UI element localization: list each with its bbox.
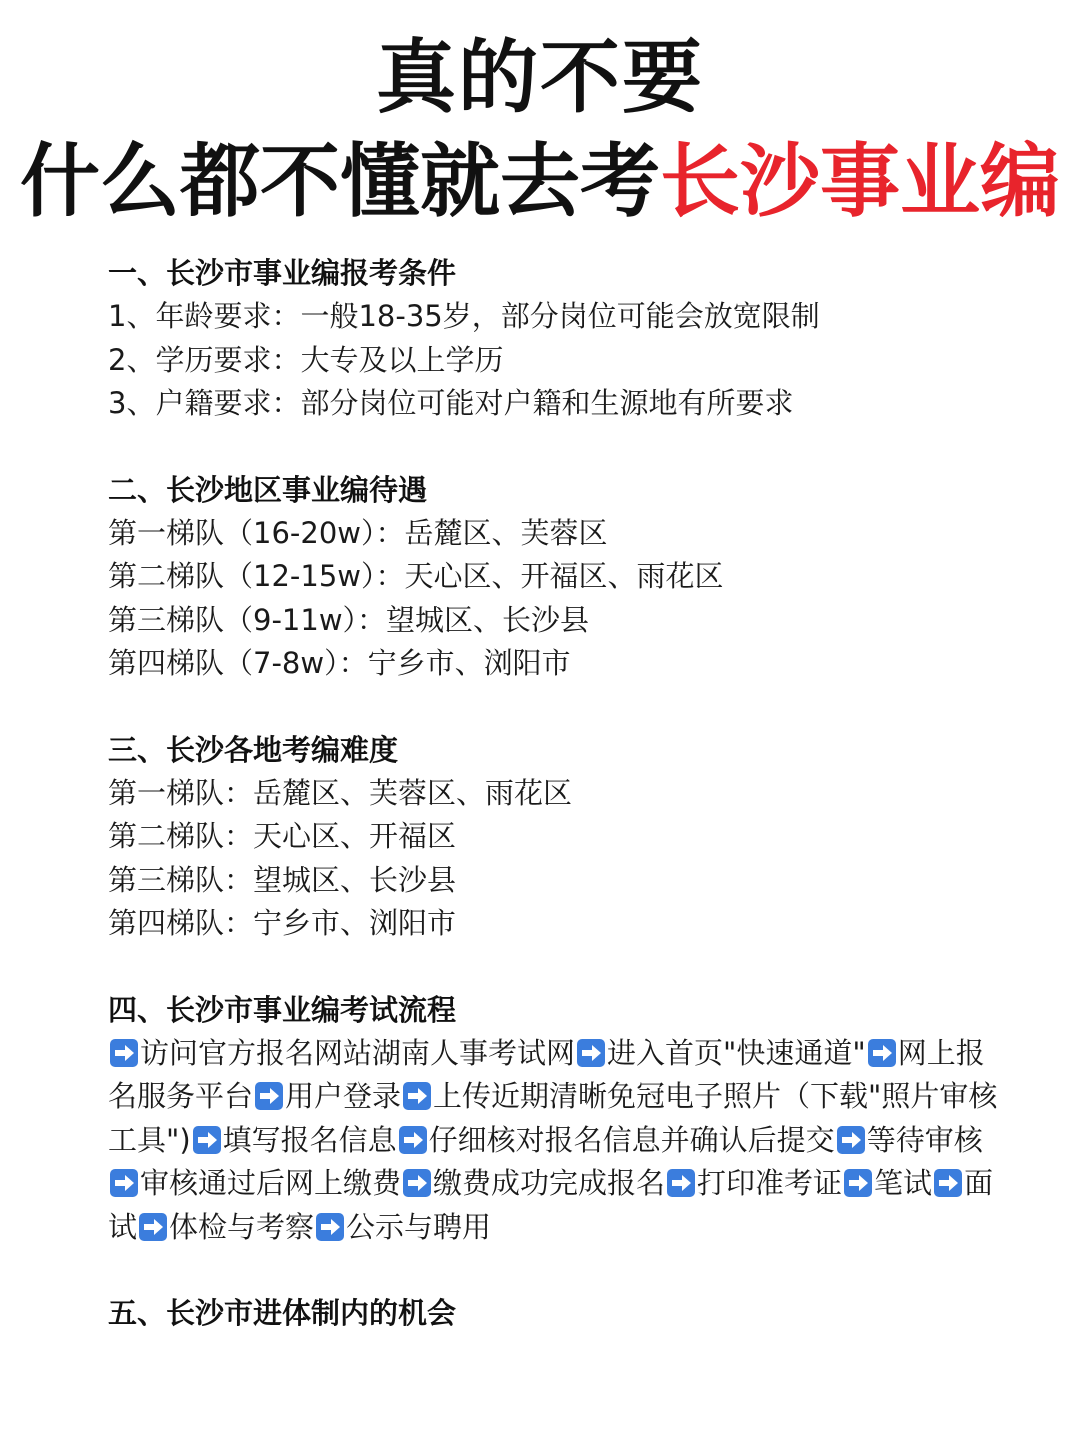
flow-step: 缴费成功完成报名 bbox=[433, 1166, 666, 1200]
list-item: 第四梯队：宁乡市、浏阳市 bbox=[108, 906, 457, 940]
section-heading: 四、长沙市事业编考试流程 bbox=[108, 992, 457, 1027]
arrow-right-icon bbox=[868, 1039, 896, 1067]
flow-step: 打印准考证 bbox=[697, 1166, 843, 1200]
list-item: 第四梯队（7-8w）：宁乡市、浏阳市 bbox=[108, 646, 571, 680]
list-item: 第二梯队：天心区、开福区 bbox=[108, 819, 457, 853]
arrow-right-icon bbox=[403, 1082, 431, 1110]
arrow-right-icon bbox=[577, 1039, 605, 1067]
article-body bbox=[108, 252, 1008, 1378]
list-item: 1、年龄要求：一般18-35岁，部分岗位可能会放宽限制 bbox=[108, 299, 820, 333]
arrow-right-icon bbox=[667, 1169, 695, 1197]
section-requirements bbox=[108, 252, 1008, 426]
section-heading: 二、长沙地区事业编待遇 bbox=[108, 472, 428, 507]
arrow-right-icon bbox=[844, 1169, 872, 1197]
flow-step: 上传近期清晰免冠电子照片（下载"照片审核工具") bbox=[108, 1079, 998, 1157]
arrow-right-icon bbox=[255, 1082, 283, 1110]
flow-step: 审核通过后网上缴费 bbox=[140, 1166, 402, 1200]
list-item: 第二梯队（12-15w）：天心区、开福区、雨花区 bbox=[108, 559, 724, 593]
flow-step: 仔细核对报名信息并确认后提交 bbox=[428, 1122, 835, 1157]
section-heading: 五、长沙市进体制内的机会 bbox=[108, 1296, 457, 1330]
section-opportunities bbox=[108, 1292, 1008, 1335]
arrow-right-icon bbox=[934, 1169, 962, 1197]
flow-step: 体检与考察 bbox=[169, 1209, 315, 1244]
title-highlight: 长沙事业编 bbox=[660, 135, 1060, 228]
section-heading: 三、长沙各地考编难度 bbox=[108, 732, 399, 767]
flow-step: 填写报名信息 bbox=[222, 1122, 397, 1157]
section-heading: 一、长沙市事业编报考条件 bbox=[108, 256, 457, 290]
arrow-right-icon bbox=[139, 1213, 167, 1241]
flow-step: 笔试 bbox=[874, 1166, 933, 1200]
title-prefix: 什么都不懂就去考 bbox=[20, 135, 660, 228]
flow-step: 用户登录 bbox=[285, 1079, 402, 1113]
section-process bbox=[108, 989, 1008, 1250]
flow-step: 网上报名服务平台 bbox=[108, 1035, 985, 1113]
arrow-right-icon bbox=[110, 1039, 138, 1067]
arrow-right-icon bbox=[316, 1213, 344, 1241]
arrow-right-icon bbox=[110, 1169, 138, 1197]
flow-step: 面试 bbox=[108, 1166, 994, 1244]
page-title-line1: 真的不要 bbox=[376, 31, 704, 124]
list-item: 第三梯队（9-11w）：望城区、长沙县 bbox=[108, 602, 590, 637]
section-difficulty bbox=[108, 729, 1008, 946]
arrow-right-icon bbox=[193, 1126, 221, 1154]
page-title-line2 bbox=[0, 134, 1080, 230]
flow-step: 访问官方报名网站湖南人事考试网 bbox=[140, 1035, 576, 1070]
list-item: 第一梯队：岳麓区、芙蓉区、雨花区 bbox=[108, 775, 573, 810]
arrow-right-icon bbox=[399, 1126, 427, 1154]
list-item: 3、户籍要求：部分岗位可能对户籍和生源地有所要求 bbox=[108, 386, 794, 420]
list-item: 第三梯队：望城区、长沙县 bbox=[108, 862, 457, 897]
arrow-right-icon bbox=[403, 1169, 431, 1197]
flow-step: 等待审核 bbox=[866, 1122, 983, 1157]
section-salary bbox=[108, 469, 1008, 686]
flow-step: 公示与聘用 bbox=[346, 1209, 492, 1244]
list-item: 第一梯队（16-20w）：岳麓区、芙蓉区 bbox=[108, 515, 608, 550]
flow-step: 进入首页"快速通道" bbox=[607, 1035, 866, 1070]
list-item: 2、学历要求：大专及以上学历 bbox=[108, 342, 504, 377]
process-flow bbox=[108, 1032, 998, 1250]
arrow-right-icon bbox=[837, 1126, 865, 1154]
